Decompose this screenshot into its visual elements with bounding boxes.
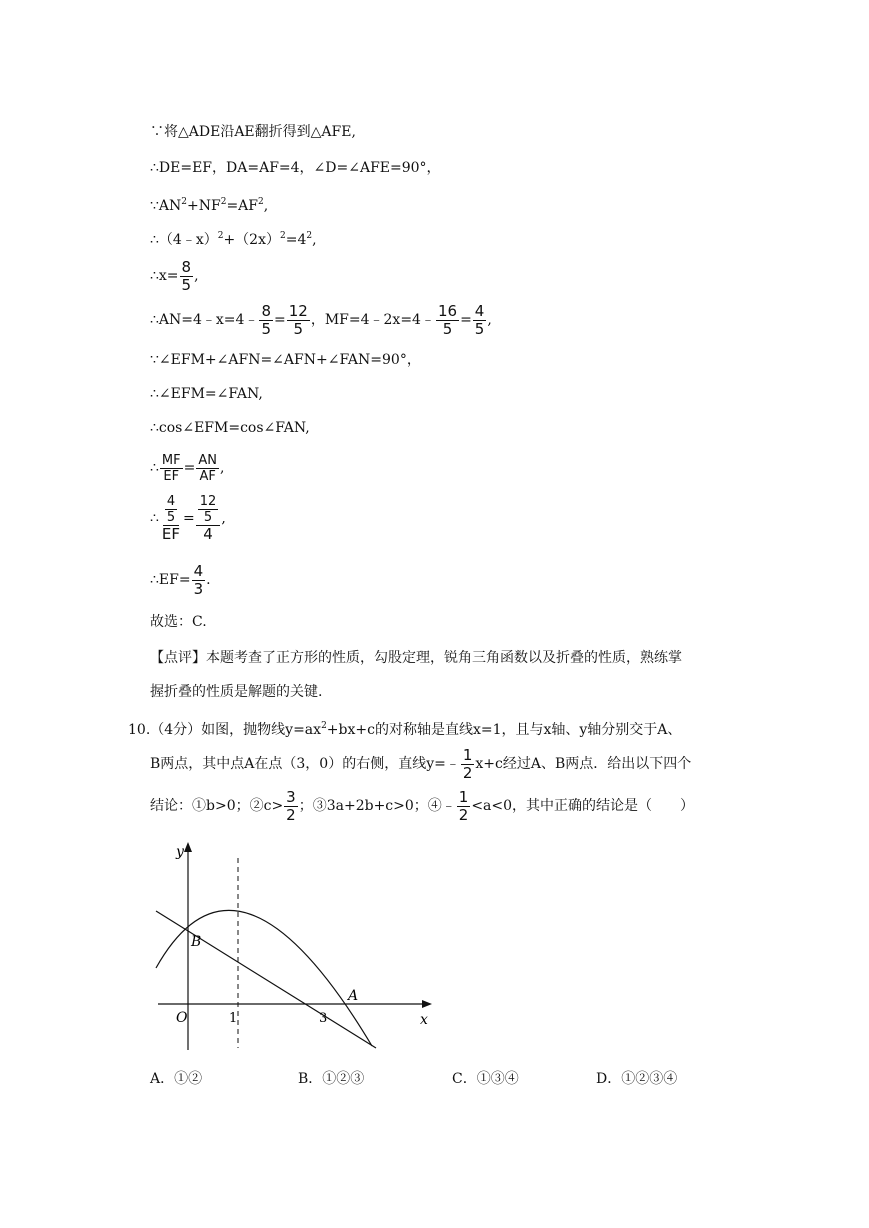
- option-c[interactable]: C．①③④: [452, 1071, 519, 1087]
- x-axis-label: x: [420, 1012, 428, 1028]
- solution-line-1: ∵将△ADE沿AE翻折得到△AFE,: [150, 124, 356, 140]
- solution-line-2: ∴DE=EF，DA=AF=4，∠D=∠AFE=90°，: [150, 160, 441, 176]
- solution-line-12: ∴EF= $\frac{4}{3}$ .: [150, 561, 211, 598]
- parabola-graph: [150, 838, 440, 1053]
- solution-line-5: ∴x= $\frac{8}{5}$ ,: [150, 257, 199, 294]
- question-line-3: 结论：①b>0；②c> $\frac{3}{2}$ ；③3a+2b+c>0；④﹣ $\frac{1}{2}$ <a<0，其中正确的结论是（ ）: [150, 787, 695, 824]
- option-d[interactable]: D．①②③④: [596, 1071, 678, 1087]
- fraction-8-5: $\frac{8}{5}$: [181, 257, 192, 294]
- fraction-8-5: $\frac{8}{5}$: [261, 301, 271, 338]
- fraction-16-5: $\frac{16}{5}$: [437, 301, 458, 338]
- question-line-1: 10.（4分）如图，抛物线$y=ax^2+bx+c$的对称轴是直线x=1，且与x轴、y轴分别交于A、: [128, 721, 682, 738]
- solution-line-4: $\therefore(4﹣x)^2+(2x)^2=4^2$,: [150, 231, 317, 248]
- fraction-3-2: $\frac{3}{2}$: [286, 787, 296, 824]
- point-a-label: A: [348, 988, 359, 1004]
- y-axis-arrow-icon: [184, 842, 192, 852]
- solution-line-9: ∴cos∠EFM=cos∠FAN,: [150, 420, 310, 436]
- comment-line-2: 握折叠的性质是解题的关键.: [150, 684, 323, 700]
- solution-line-3: $\because AN^2+NF^2=AF^2$,: [150, 197, 269, 214]
- y-axis-label: y: [176, 844, 184, 860]
- solution-line-11: ∴ $\frac{\frac{4}{5}}{EF}$ = $\frac{\frac{12}{5}}{4}$ ,: [150, 494, 226, 543]
- solution-line-8: ∴∠EFM=∠FAN,: [150, 386, 263, 402]
- option-b[interactable]: B．①②③: [298, 1071, 365, 1087]
- fraction-mf-ef: $\frac{MF}{EF}$: [161, 452, 181, 484]
- point-b-label: B: [191, 934, 202, 950]
- solution-line-10: ∴ $\frac{MF}{EF}$ = $\frac{AN}{AF}$ ,: [150, 452, 225, 484]
- fraction-an-af: $\frac{AN}{AF}$: [198, 452, 217, 484]
- origin-label: O: [176, 1010, 188, 1026]
- tick-label-3: 3: [319, 1011, 328, 1026]
- straight-line: [156, 911, 376, 1048]
- solution-line-6: ∴AN=4﹣x=4﹣ $\frac{8}{5}$ = $\frac{12}{5}$ ，MF=4﹣2x=4﹣ $\frac{16}{5}$ = $\frac{4}{5}$ ,: [150, 301, 492, 338]
- comment-line-1: 【点评】本题考查了正方形的性质，勾股定理，锐角三角函数以及折叠的性质，熟练掌: [150, 650, 682, 666]
- fraction-12-5: $\frac{12}{5}$: [288, 301, 308, 338]
- tick-label-1: 1: [229, 1011, 238, 1026]
- fraction-nested-12-5-4: $\frac{\frac{12}{5}}{4}$: [196, 494, 221, 543]
- fraction-1-2: $\frac{1}{2}$: [458, 787, 469, 824]
- solution-line-7: ∵∠EFM+∠AFN=∠AFN+∠FAN=90°，: [150, 352, 421, 368]
- solution-answer: 故选：C.: [150, 614, 207, 630]
- option-a[interactable]: A．①②: [150, 1071, 203, 1087]
- fraction-nested-4-5-ef: $\frac{\frac{4}{5}}{EF}$: [161, 494, 181, 543]
- question-line-2: B两点，其中点A在点（3，0）的右侧，直线y=﹣ $\frac{1}{2}$ x+c经过A、B两点．给出以下四个: [150, 745, 692, 782]
- fraction-4-3: $\frac{4}{3}$: [193, 561, 204, 598]
- fraction-4-5: $\frac{4}{5}$: [474, 301, 485, 338]
- fraction-1-2: $\frac{1}{2}$: [462, 745, 473, 782]
- x-axis-arrow-icon: [422, 1000, 432, 1008]
